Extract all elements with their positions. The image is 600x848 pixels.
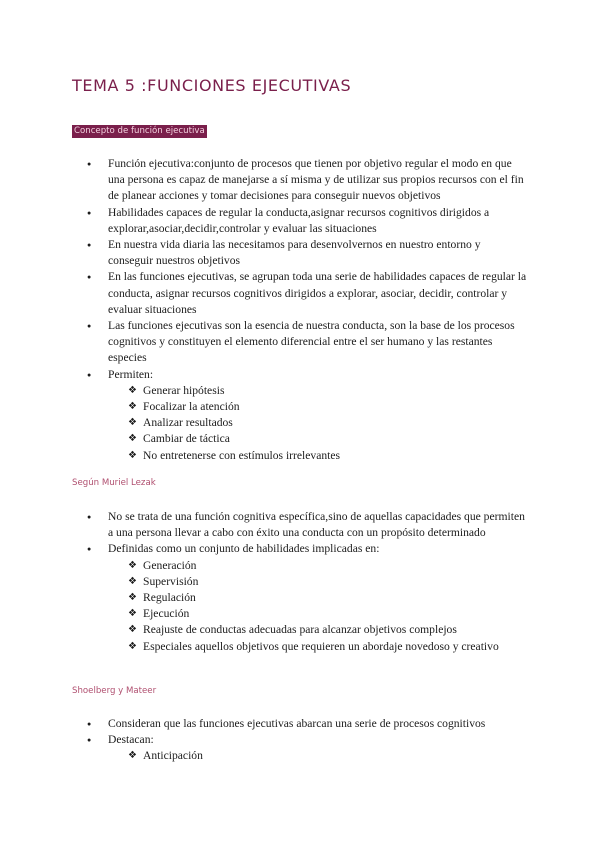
section-heading-concepto: Concepto de función ejecutiva: [74, 126, 205, 136]
sub-list-habilidades: [108, 558, 528, 655]
bullet-list-concepto: [108, 156, 528, 464]
sub-list-item: ❖ Reajuste de conductas adecuadas para alcanzar objetivos complejos: [143, 622, 528, 638]
list-item: ● No se trata de una función cognitiva específica,sino de aquellas capacidades que permiten a una persona llevar a cabo con éxito una conducta con un propósito determinado: [108, 509, 528, 541]
list-item-label: Definidas como un conjunto de habilidades implicadas en:: [108, 542, 380, 556]
sub-list-item: ❖ Focalizar la atención: [143, 399, 528, 415]
list-item: ● En nuestra vida diaria las necesitamos para desenvolvernos en nuestro entorno y conseguir nuestros objetivos: [108, 237, 528, 269]
bullet-list-lezak: [108, 509, 528, 655]
sub-list-destacan: [108, 748, 528, 764]
sub-list-item: ❖ No entretenerse con estímulos irrelevantes: [143, 448, 528, 464]
list-item: ● Habilidades capaces de regular la conducta,asignar recursos cognitivos dirigidos a explorar,asociar,decidir,controlar y evaluar las situaciones: [108, 205, 528, 237]
sub-list-permiten: [108, 383, 528, 464]
sub-list-item: ❖ Generar hipótesis: [143, 383, 528, 399]
bullet-list-shoelberg: [108, 716, 528, 765]
section-heading-lezak: Según Muriel Lezak: [72, 478, 156, 488]
sub-list-item: ❖ Ejecución: [143, 606, 528, 622]
sub-list-item: ❖ Generación: [143, 558, 528, 574]
sub-list-item: ❖ Analizar resultados: [143, 415, 528, 431]
list-item-definidas: [108, 541, 528, 654]
list-item-destacan: [108, 732, 528, 764]
sub-list-item: ❖ Anticipación: [143, 748, 528, 764]
list-item: ● Las funciones ejecutivas son la esencia de nuestra conducta, son la base de los procesos cognitivos y constituyen el elemento diferencial entre el ser humano y las restantes especies: [108, 318, 528, 367]
section-heading-shoelberg: Shoelberg y Mateer: [72, 686, 157, 696]
list-item-permiten: [108, 367, 528, 464]
sub-list-item: ❖ Especiales aquellos objetivos que requieren un abordaje novedoso y creativo: [143, 639, 528, 655]
list-item-label: Permiten:: [108, 367, 154, 381]
list-item: ● Consideran que las funciones ejecutivas abarcan una serie de procesos cognitivos: [108, 716, 528, 732]
list-item-label: Destacan:: [108, 733, 154, 747]
list-item: ● En las funciones ejecutivas, se agrupan toda una serie de habilidades capaces de regular la conducta, asignar recursos cognitivos dirigidos a explorar, asociar, decidir, controlar y evaluar situaciones: [108, 269, 528, 318]
list-item: ● Función ejecutiva:conjunto de procesos que tienen por objetivo regular el modo en que una persona es capaz de manejarse a sí misma y de utilizar sus propios recursos con el fin de planear acciones y tomar decisiones para conseguir nuevos objetivos: [108, 156, 528, 205]
sub-list-item: ❖ Cambiar de táctica: [143, 431, 528, 447]
sub-list-item: ❖ Regulación: [143, 590, 528, 606]
page-title: TEMA 5 :FUNCIONES EJECUTIVAS: [72, 76, 352, 95]
sub-list-item: ❖ Supervisión: [143, 574, 528, 590]
